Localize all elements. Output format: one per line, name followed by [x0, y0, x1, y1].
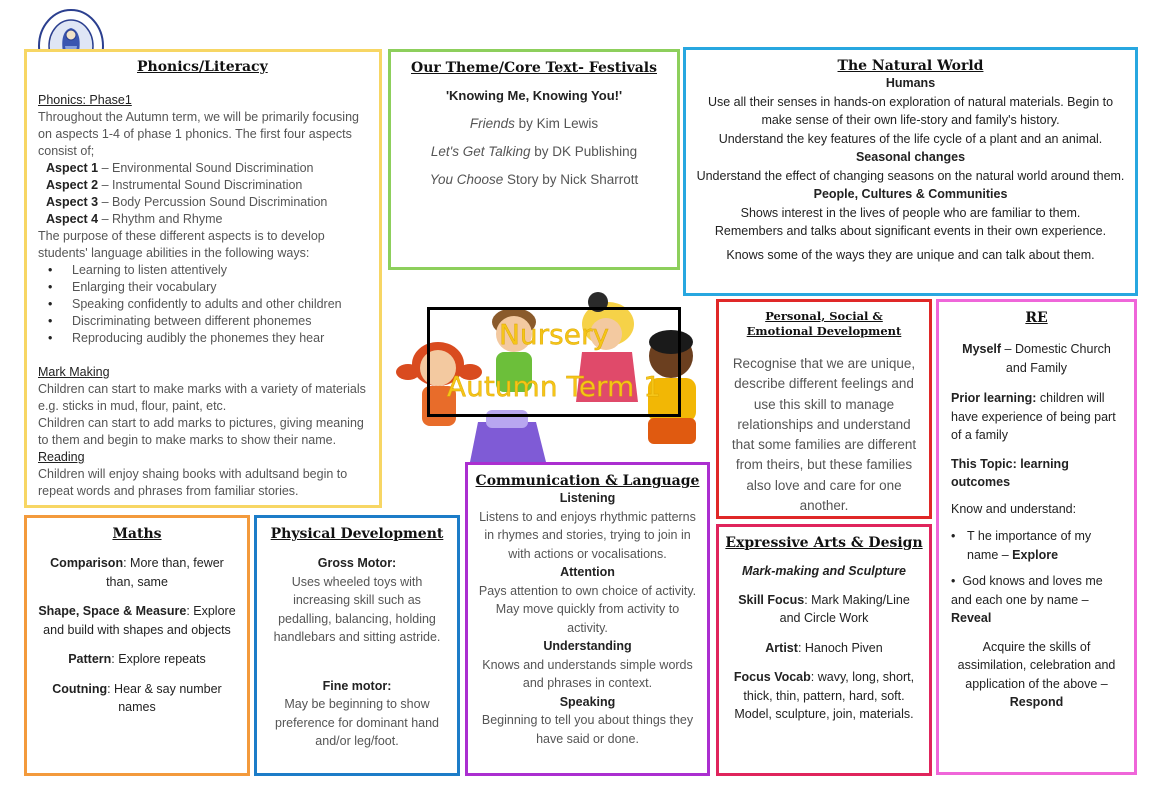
list-item: • Speaking confidently to adults and other children: [72, 296, 374, 313]
maths-label: Comparison: [50, 556, 124, 570]
re-know: Know and understand:: [951, 501, 1077, 516]
physical-development-panel: [254, 515, 460, 776]
maths-title: Maths: [112, 526, 162, 542]
phonics-intro: Throughout the Autumn term, we will be primarily focusing on aspects 1-4 of phase 1 phonics. The first four aspects consist of;: [38, 110, 359, 158]
book-author: by Kim Lewis: [514, 116, 599, 131]
cl-text: Beginning to tell you about things they have said or done.: [481, 713, 694, 746]
cl-title: Communication & Language: [475, 473, 700, 489]
theme-quote: 'Knowing Me, Knowing You!': [445, 88, 623, 103]
maths-text: : Hear & say number names: [107, 681, 222, 714]
maths-label: Pattern: [68, 652, 112, 666]
phonics-purpose: The purpose of these different aspects is to develop students' language abilities in the following ways:: [38, 229, 325, 260]
re-myself-label: Myself: [962, 342, 1002, 356]
theme-title: Our Theme/Core Text- Festivals: [411, 60, 657, 76]
re-acquire-bold: Respond: [1009, 695, 1064, 709]
book-author: by DK Publishing: [530, 144, 638, 159]
mark-making-text: Children can start to make marks with a variety of materials e.g. sticks in mud, flour, paint, etc.: [38, 382, 366, 413]
natural-text: Understand the key features of the life cycle of a plant and an animal.: [718, 131, 1103, 146]
natural-world-panel: [683, 47, 1138, 296]
aspect-label: Aspect 4: [46, 212, 99, 226]
maths-text: : Explore repeats: [111, 652, 206, 666]
cl-text: Pays attention to own choice of activity. May move quickly from activity to activity.: [478, 583, 697, 635]
list-item: • Learning to listen attentively: [72, 262, 374, 279]
natural-heading: Seasonal changes: [855, 150, 966, 164]
maths-text: : Explore and build with shapes and objects: [43, 604, 236, 637]
maths-label: Coutning: [52, 681, 108, 696]
re-bullet-text: God knows and loves me and each one by name –: [951, 574, 1103, 607]
maths-text: : More than, fewer than, same: [106, 556, 224, 589]
aspect-text: – Body Percussion Sound Discrimination: [98, 195, 328, 209]
ead-skill-label: Skill Focus: [738, 592, 805, 607]
aspect-label: Aspect 1: [46, 161, 99, 175]
list-item: • Enlarging their vocabulary: [72, 279, 374, 296]
re-panel: RE Myself – Domestic Church and Family Prior learning: children will have experience of being part of a family This Topic: learning outcomes Know and understand: • T he importance of my name – Explore • God knows and loves me and each one by name – Reveal Acquire the skills of assimilation, celebration and application of the above – Respond: [936, 299, 1137, 775]
ead-skill-text: : Mark Making/Line and Circle Work: [779, 592, 910, 625]
pd-fine-text: May be beginning to show preference for dominant hand and/or leg/foot.: [275, 697, 439, 748]
maths-panel: [24, 515, 250, 776]
pd-fine-label: Fine motor:: [322, 678, 392, 693]
aspect-text: – Instrumental Sound Discrimination: [98, 178, 303, 192]
phonics-title: Phonics/Literacy: [137, 59, 268, 75]
mark-making-text: Children can start to add marks to pictures, giving meaning to them and begin to make marks to show their name.: [38, 416, 364, 447]
psed-panel: [716, 299, 932, 519]
phonics-bullet-list: [38, 262, 374, 347]
nursery-title: Nursery: [498, 318, 610, 351]
natural-heading: People, Cultures & Communities: [813, 187, 1008, 201]
phonics-subtitle: Phonics: Phase1: [38, 93, 132, 107]
reading-heading: Reading: [38, 450, 85, 464]
natural-text: Knows some of the ways they are unique and can talk about them.: [726, 247, 1095, 262]
cl-heading: Speaking: [559, 694, 616, 709]
aspect-label: Aspect 2: [46, 178, 99, 192]
book-author: Story by Nick Sharrott: [503, 172, 639, 187]
ead-vocab-label: Focus Vocab: [733, 670, 811, 684]
re-topic: This Topic: learning outcomes: [951, 456, 1069, 489]
book-title: Friends: [469, 116, 515, 131]
theme-panel: [388, 49, 680, 270]
phonics-literacy-panel: [24, 49, 382, 508]
cl-heading: Attention: [560, 565, 615, 579]
pd-gross-label: Gross Motor:: [317, 556, 397, 570]
ead-artist-label: Artist: [765, 640, 798, 655]
ead-artist-text: : Hanoch Piven: [797, 640, 883, 655]
list-item: • Discriminating between different phonemes: [72, 313, 374, 330]
cl-heading: Listening: [559, 491, 616, 505]
list-item: • Reproducing audibly the phonemes they hear: [72, 330, 374, 347]
ead-subtitle: Mark-making and Sculpture: [742, 564, 906, 578]
book-title: You Choose: [429, 172, 504, 187]
communication-language-panel: [465, 462, 710, 776]
re-prior-label: Prior learning:: [951, 391, 1037, 405]
nursery-title-box: [427, 307, 681, 417]
mark-making-heading: Mark Making: [38, 365, 110, 379]
natural-text: Understand the effect of changing seasons on the natural world around them.: [696, 168, 1125, 183]
natural-text: Remembers and talks about significant events in their own experience.: [714, 224, 1107, 238]
re-myself-text: – Domestic Church and Family: [1001, 342, 1111, 375]
pd-gross-text: Uses wheeled toys with increasing skill such as pedalling, balancing, holding handlebars and sitting astride.: [273, 574, 441, 644]
reading-text: Children will enjoy shaing books with adultsand begin to repeat words and phrases from familiar stories.: [38, 467, 348, 498]
natural-text: Shows interest in the lives of people who are familiar to them.: [740, 205, 1081, 220]
book-title: Let's Get Talking: [430, 144, 531, 159]
natural-text: Use all their senses in hands-on exploration of natural materials. Begin to make sense of their own life-story and family's history.: [707, 94, 1114, 127]
cl-text: Knows and understands simple words and phrases in context.: [482, 657, 693, 690]
re-acquire-text: Acquire the skills of assimilation, celebration and application of the above –: [957, 639, 1116, 691]
psed-title: Personal, Social & Emotional Development: [746, 309, 902, 338]
ead-vocab-text: : wavy, long, short, thick, thin, pattern, hard, soft. Model, sculpture, join, materials.: [734, 670, 915, 721]
maths-label: Shape, Space & Measure: [38, 604, 187, 618]
natural-title: The Natural World: [837, 58, 984, 74]
re-bullet-text: T he importance of my name –: [967, 529, 1092, 562]
psed-text: Recognise that we are unique, describe different feelings and use this skill to manage relationships and understand that some families are different from theirs, but these families also love and care for one another.: [731, 356, 917, 514]
re-prior-text: children will have experience of being part of a family: [951, 391, 1116, 442]
cl-text: Listens to and enjoys rhythmic patterns in rhymes and stories, trying to join in with actions or vocalisations.: [479, 509, 696, 561]
ead-title: Expressive Arts & Design: [725, 535, 923, 551]
cl-heading: Understanding: [543, 639, 632, 653]
pd-title: Physical Development: [270, 526, 444, 542]
re-bullet-bold: Explore: [1012, 547, 1059, 562]
expressive-arts-panel: [716, 524, 932, 776]
term-title: Autumn Term 1: [446, 370, 662, 403]
re-bullet-bold: Reveal: [951, 611, 992, 625]
natural-heading: Humans: [885, 76, 936, 90]
aspect-text: – Environmental Sound Discrimination: [98, 161, 314, 175]
aspect-text: – Rhythm and Rhyme: [98, 212, 223, 226]
re-title: RE: [1025, 310, 1048, 326]
aspect-label: Aspect 3: [46, 195, 99, 209]
